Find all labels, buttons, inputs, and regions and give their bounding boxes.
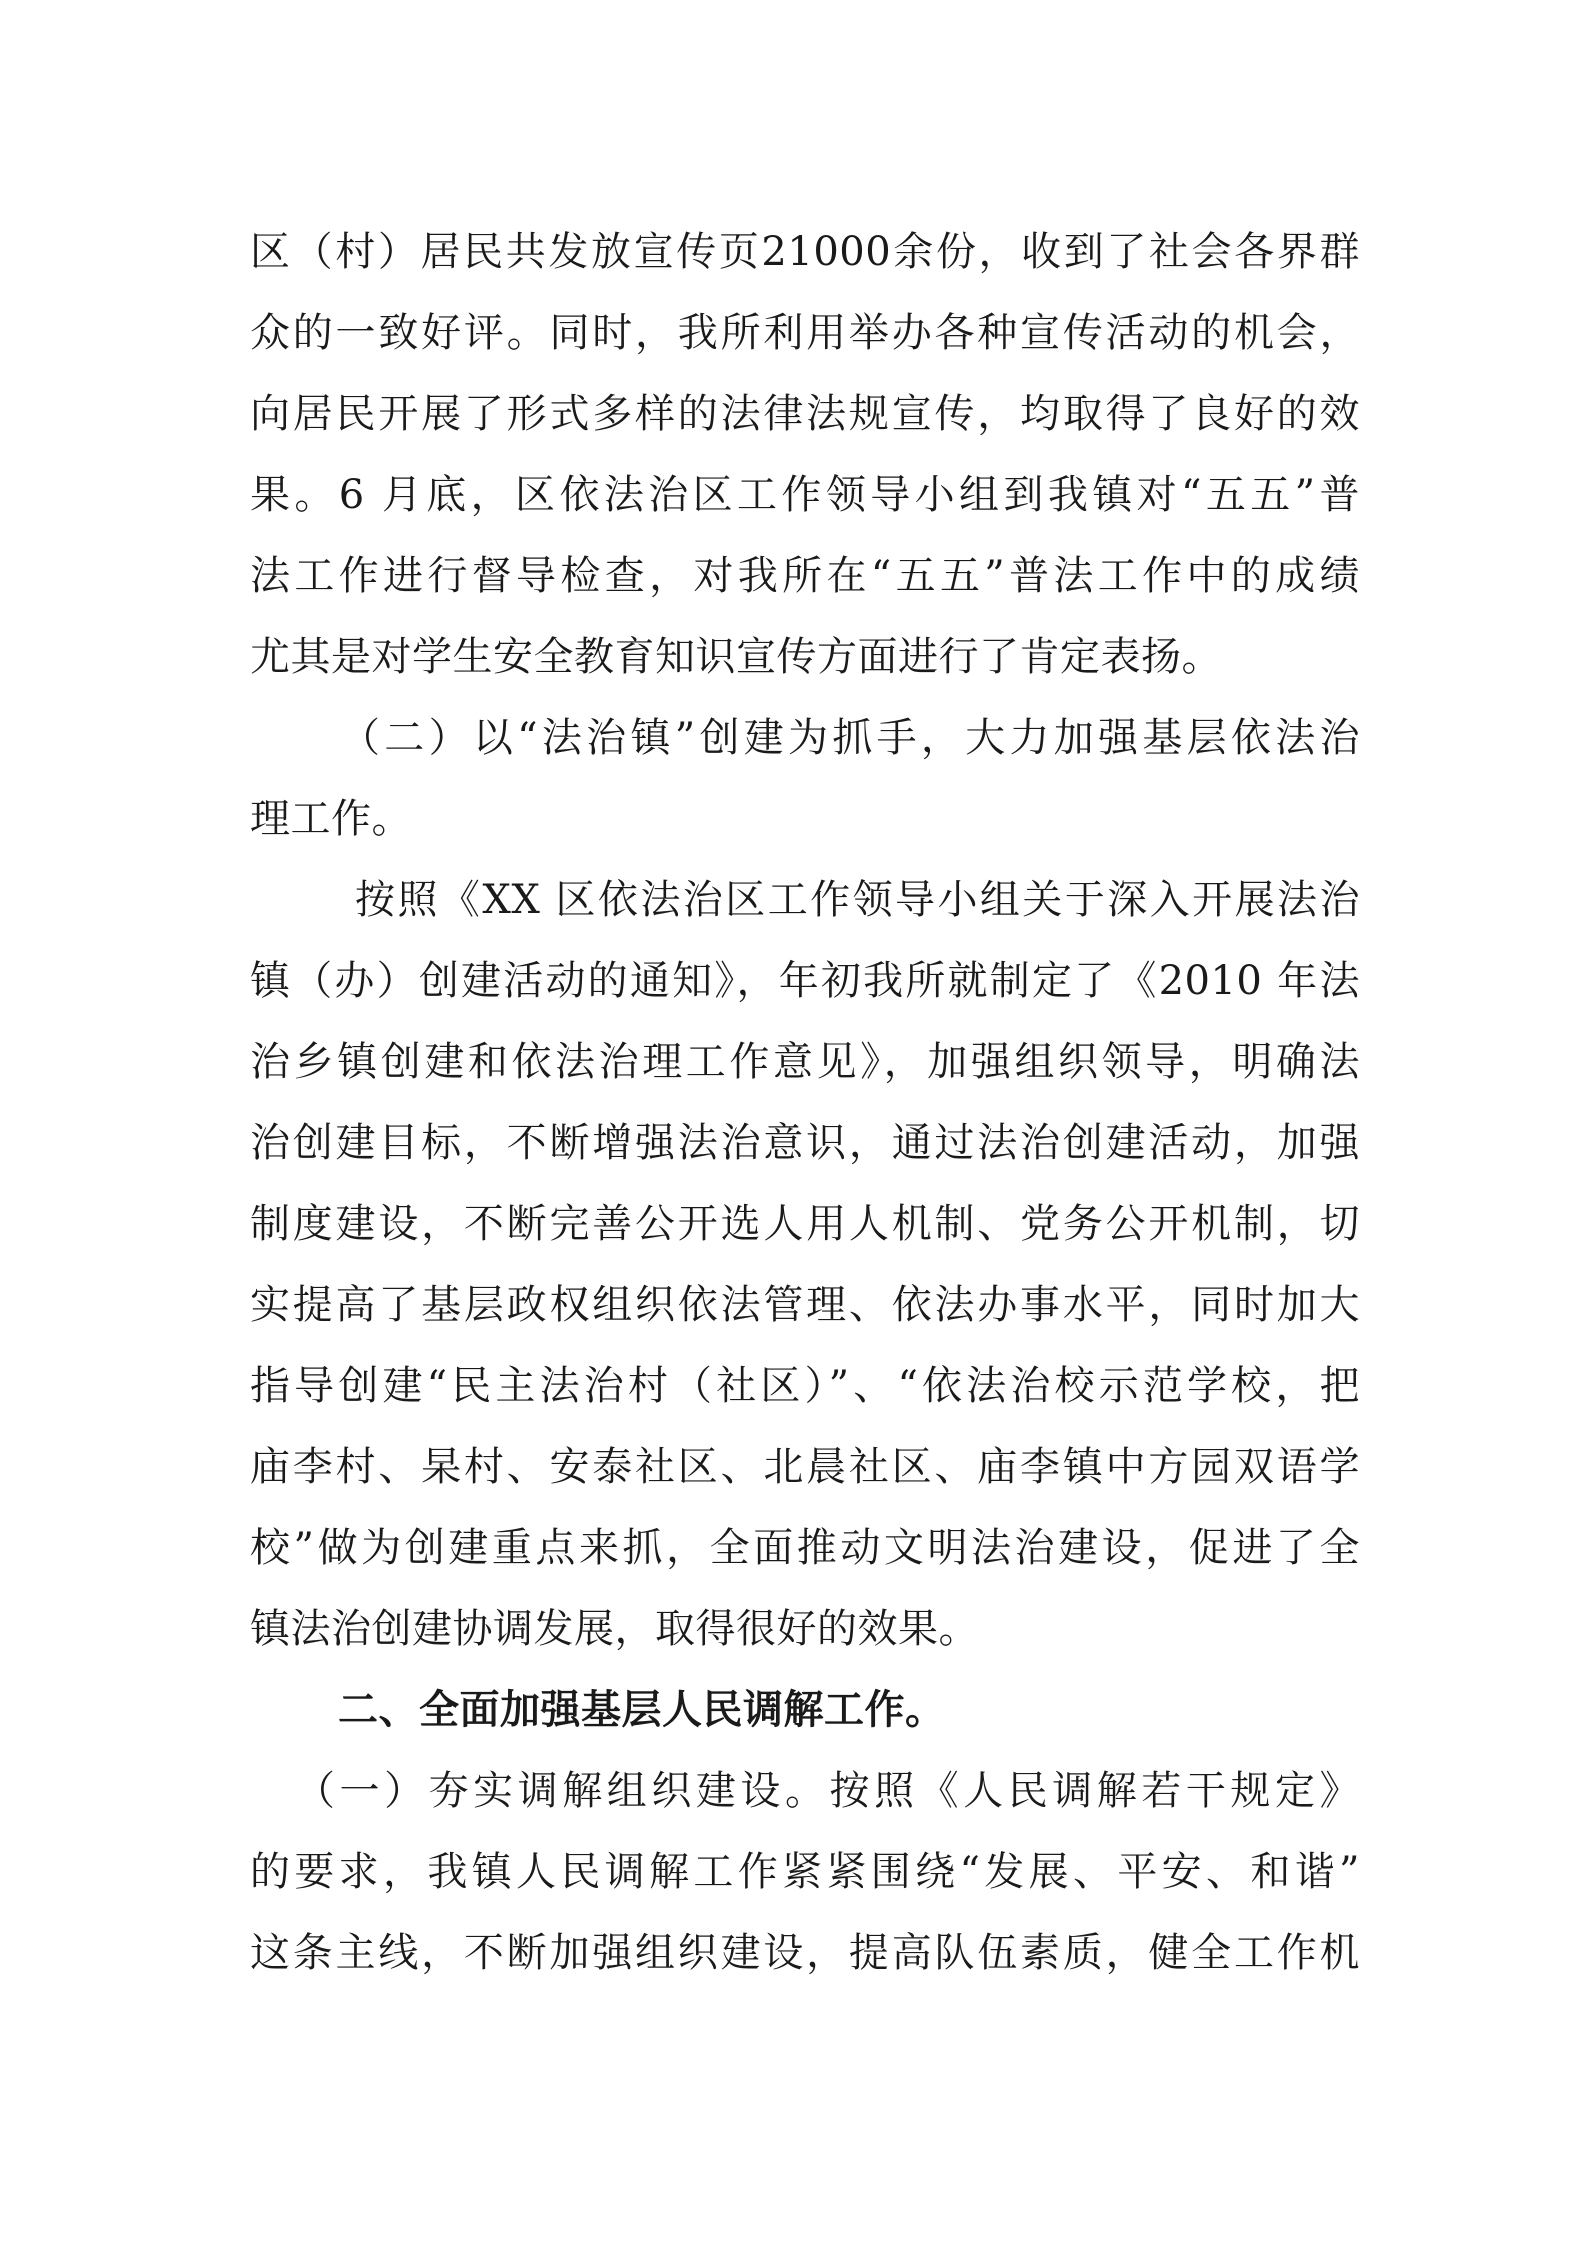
text-line: 庙李村、杲村、安泰社区、北晨社区、庙李镇中方园双语学 — [250, 1444, 1360, 1490]
text-line: 的要求，我镇人民调解工作紧紧围绕“发展、平安、和谐” — [250, 1849, 1360, 1895]
section-heading: 二、全面加强基层人民调解工作。 — [338, 1686, 946, 1733]
text-line: 按照《XX 区依法治区工作领导小组关于深入开展法治 — [355, 877, 1360, 923]
text-line: 法工作进行督导检查，对我所在“五五”普法工作中的成绩 — [250, 553, 1360, 599]
text-line: （一）夯实调解组织建设。按照《人民调解若干规定》 — [295, 1768, 1360, 1814]
section-heading-line: 理工作。 — [250, 796, 412, 842]
text-line: 向居民开展了形式多样的法律法规宣传，均取得了良好的效 — [250, 391, 1360, 437]
text-line: 众的一致好评。同时，我所利用举办各种宣传活动的机会， — [250, 310, 1360, 356]
text-line: 指导创建“民主法治村（社区）”、“依法治校示范学校，把 — [250, 1363, 1360, 1409]
text-line: 制度建设，不断完善公开选人用人机制、党务公开机制，切 — [250, 1201, 1360, 1247]
text-line: 治创建目标，不断增强法治意识，通过法治创建活动，加强 — [250, 1120, 1360, 1166]
text-line: 镇法治创建协调发展，取得很好的效果。 — [250, 1606, 979, 1652]
text-line: 这条主线，不断加强组织建设，提高队伍素质，健全工作机 — [250, 1930, 1360, 1976]
text-line: 果。6 月底，区依法治区工作领导小组到我镇对“五五”普 — [250, 472, 1360, 518]
text-line: 区（村）居民共发放宣传页21000余份，收到了社会各界群 — [250, 229, 1360, 275]
section-heading-line: （二）以“法治镇”创建为抓手，大力加强基层依法治 — [340, 715, 1360, 761]
text-line: 校”做为创建重点来抓，全面推动文明法治建设，促进了全 — [250, 1525, 1360, 1571]
text-line: 尤其是对学生安全教育知识宣传方面进行了肯定表扬。 — [250, 634, 1222, 680]
text-line: 镇（办）创建活动的通知》，年初我所就制定了《2010 年法 — [250, 958, 1360, 1004]
text-line: 实提高了基层政权组织依法管理、依法办事水平，同时加大 — [250, 1282, 1360, 1328]
text-line: 治乡镇创建和依法治理工作意见》，加强组织领导，明确法 — [250, 1039, 1360, 1085]
